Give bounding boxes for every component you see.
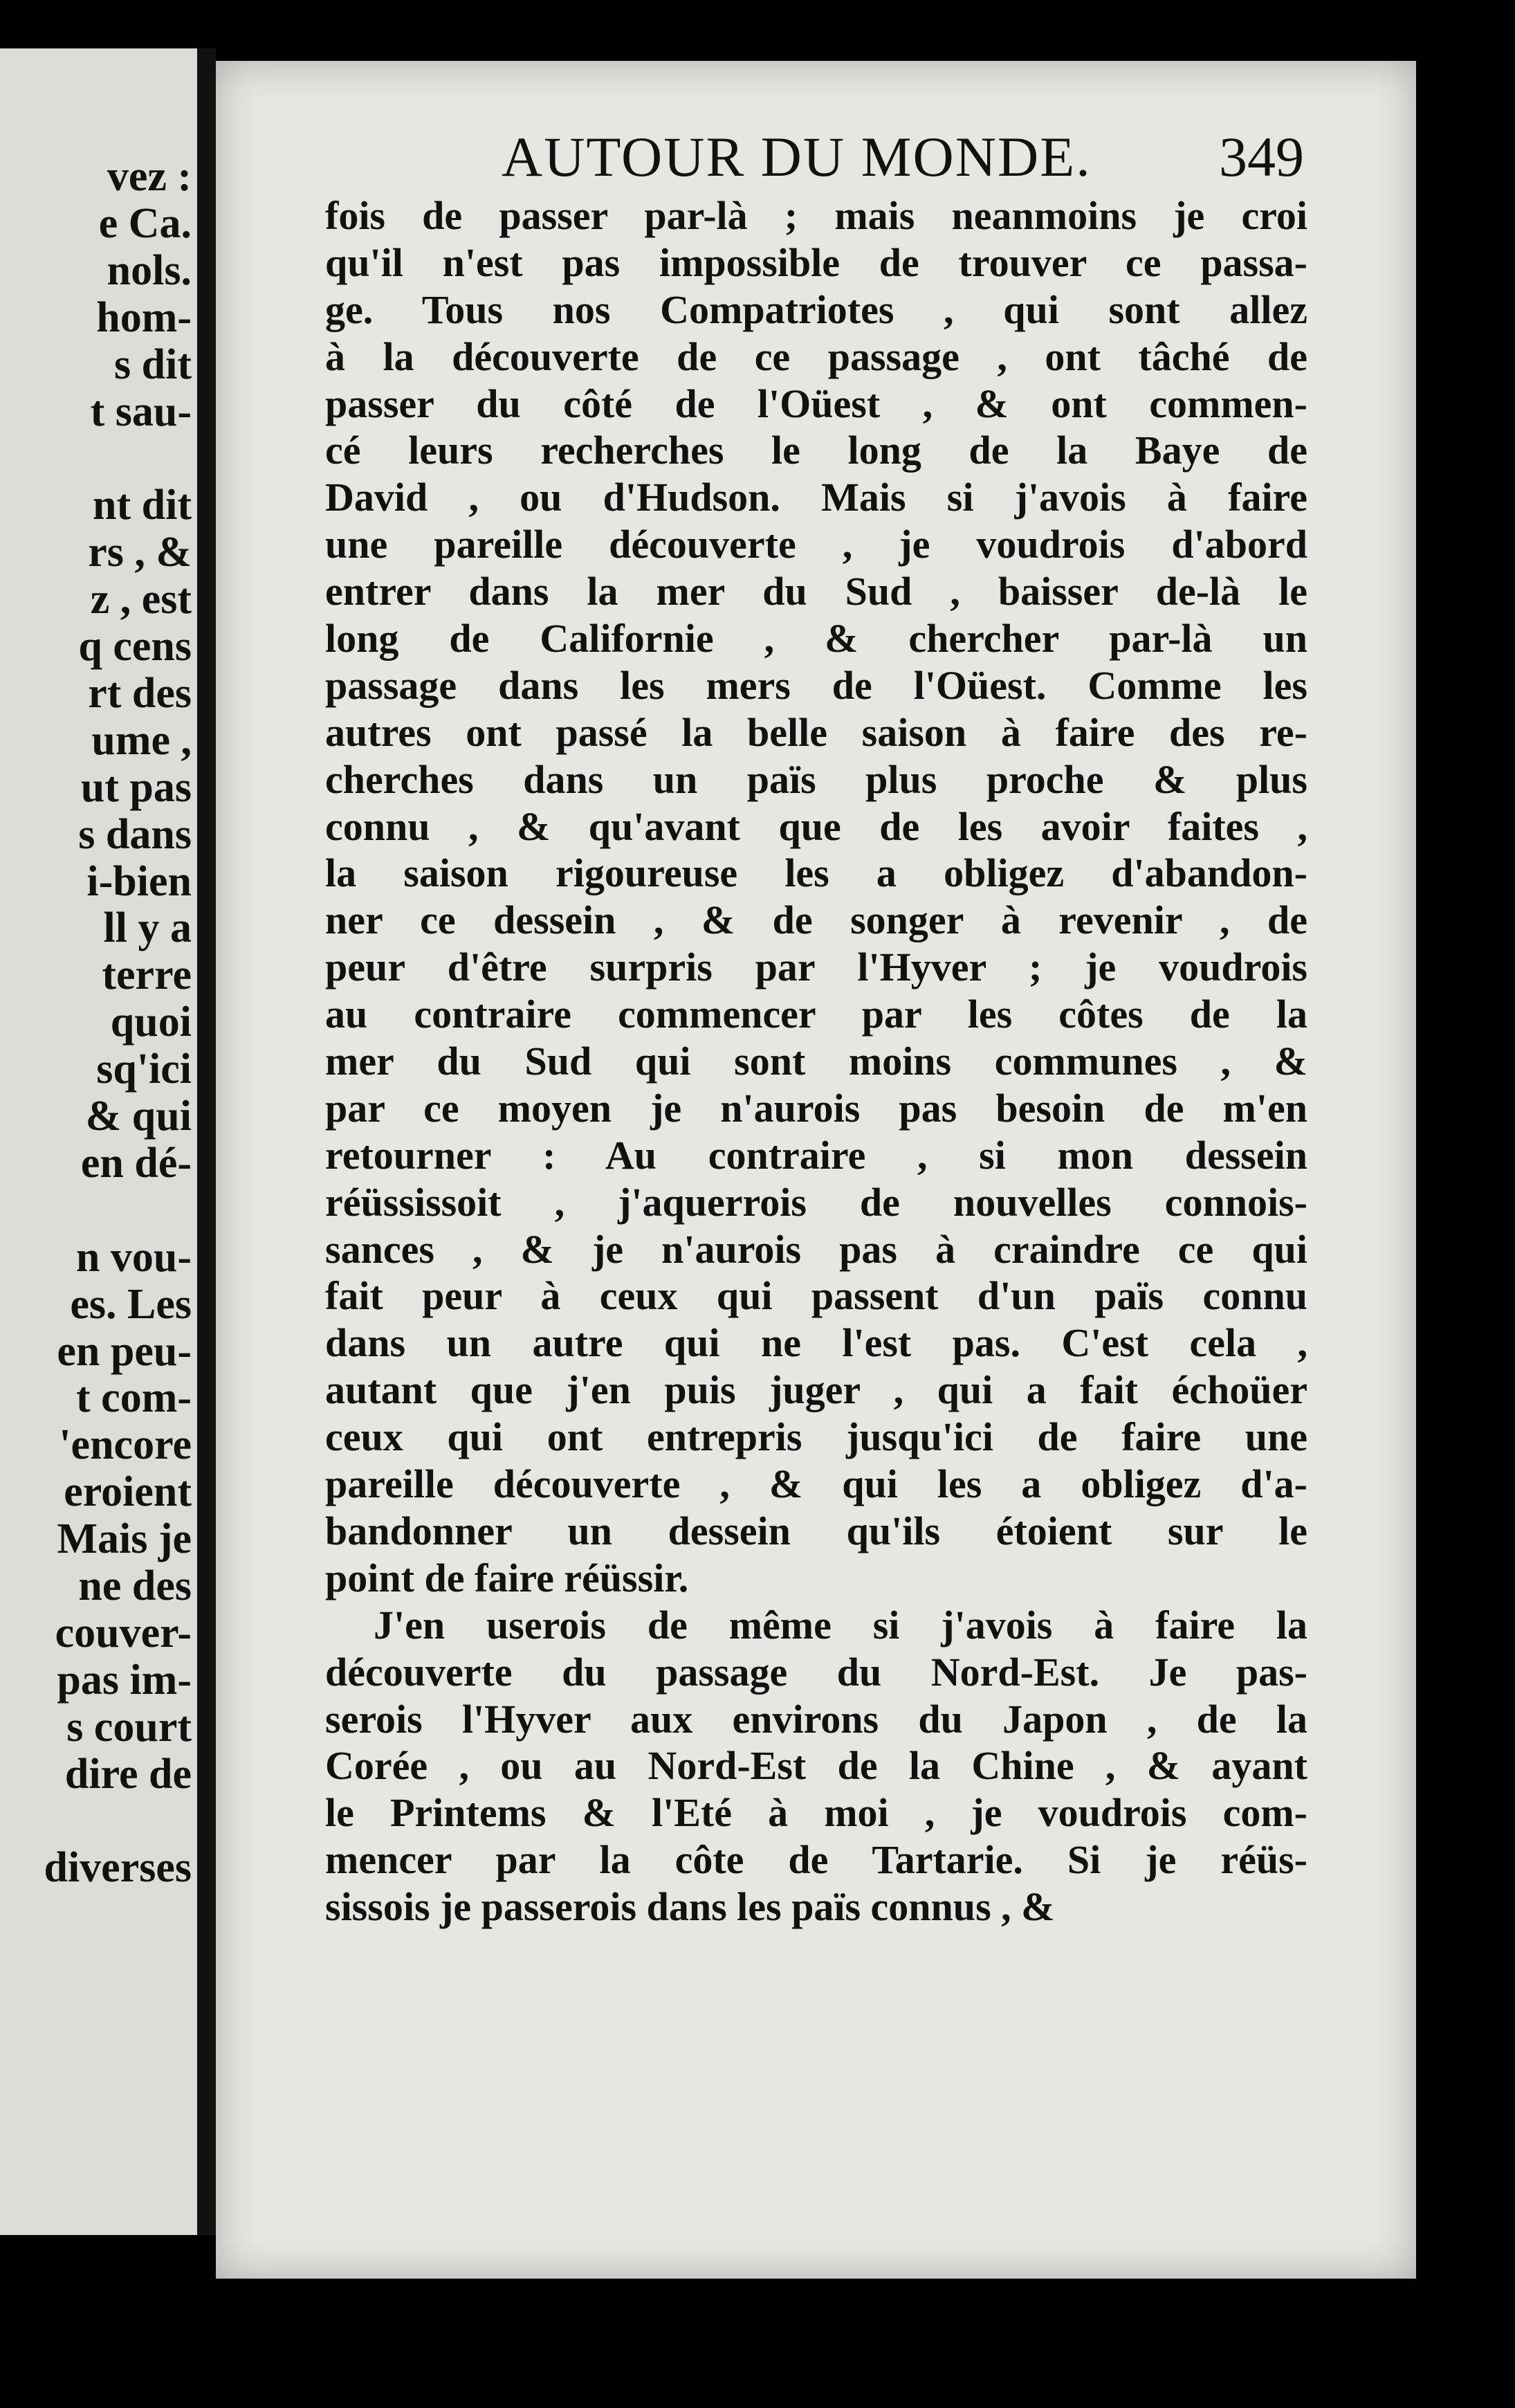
left-page-line: Mais je [57, 1515, 192, 1563]
text-line: réüssissoit , j'aquerrois de nouvelles connois- [325, 1179, 1307, 1225]
left-page-line: rs , & [88, 529, 192, 576]
left-page-line: 'encore [59, 1421, 192, 1469]
text-line: passer du côté de l'Oüest , & ont commen- [325, 381, 1307, 426]
left-page-line: pas im- [57, 1656, 192, 1704]
text-line: point de faire réüssir. [325, 1555, 689, 1600]
left-page-line: s dit [114, 340, 192, 388]
text-line: J'en userois de même si j'avois à faire la [374, 1602, 1307, 1648]
left-page-line: es. Les [70, 1280, 192, 1328]
left-page-line: & qui [85, 1093, 192, 1140]
page-number: 349 [1219, 125, 1304, 188]
left-page-line: quoi [110, 998, 192, 1046]
text-line: le Printems & l'Eté à moi , je voudrois com- [325, 1790, 1307, 1836]
text-line: peur d'être surpris par l'Hyver ; je voudrois [325, 945, 1307, 990]
text-line: David , ou d'Hudson. Mais si j'avois à faire [325, 475, 1307, 520]
left-page-line: n vou- [75, 1233, 192, 1281]
text-line: autres ont passé la belle saison à faire des re- [325, 709, 1307, 755]
left-page-line: i-bien [86, 857, 192, 905]
text-line: Corée , ou au Nord-Est de la Chine , & ayant [325, 1743, 1307, 1789]
left-page-line: hom- [96, 293, 192, 341]
left-page-line: en peu- [57, 1327, 192, 1375]
text-line: pareille découverte , & qui les a obligez d'a- [325, 1461, 1307, 1507]
text-line: une pareille découverte , je voudrois d'abord [325, 522, 1307, 567]
left-page-line: ume , [91, 716, 192, 764]
text-line: entrer dans la mer du Sud , baisser de-là le [325, 569, 1307, 614]
text-line: mer du Sud qui sont moins communes , & [325, 1039, 1307, 1084]
text-line: autant que j'en puis juger , qui a fait échoüer [325, 1367, 1307, 1413]
text-line: ceux qui ont entrepris jusqu'ici de faire une [325, 1414, 1307, 1460]
left-page-line: terre [102, 951, 192, 999]
left-page-line: t com- [76, 1374, 192, 1422]
text-line: à la découverte de ce passage , ont tâché de [325, 334, 1307, 379]
text-line: retourner : Au contraire , si mon dessein [325, 1132, 1307, 1178]
text-line: qu'il n'est pas impossible de trouver ce passa- [325, 239, 1307, 285]
text-line: long de Californie , & chercher par-là un [325, 616, 1307, 662]
body-text [325, 192, 1307, 1931]
text-line: passage dans les mers de l'Oüest. Comme les [325, 662, 1307, 708]
left-page-line: vez : [107, 153, 192, 200]
left-page-fragment [0, 48, 197, 2235]
left-page-line: ne des [78, 1562, 192, 1609]
text-line: dans un autre qui ne l'est pas. C'est cela , [325, 1320, 1307, 1366]
running-title: AUTOUR DU MONDE. [502, 125, 1092, 188]
left-page-line: rt des [88, 669, 192, 717]
text-line: ge. Tous nos Compatriotes , qui sont allez [325, 286, 1307, 332]
text-line: sissois je passerois dans les païs connus , & [325, 1884, 1055, 1930]
text-line: mencer par la côte de Tartarie. Si je réüs- [325, 1837, 1307, 1883]
text-line: fois de passer par-là ; mais neanmoins je croi [325, 193, 1307, 238]
left-page-line: ll y a [103, 904, 192, 952]
text-line: découverte du passage du Nord-Est. Je pas- [325, 1649, 1307, 1695]
left-page-line: couver- [55, 1609, 192, 1657]
left-page-line: t sau- [90, 387, 192, 435]
text-line: la saison rigoureuse les a obligez d'abandon- [325, 850, 1307, 896]
left-page-line: e Ca. [98, 199, 192, 247]
left-page-line: ut pas [80, 763, 192, 811]
left-page-line: nt dit [93, 482, 192, 529]
left-page-line: s court [66, 1703, 192, 1751]
text-line: ner ce dessein , & de songer à revenir , de [325, 897, 1307, 943]
left-page-line: sq'ici [96, 1046, 192, 1093]
text-line: fait peur à ceux qui passent d'un païs connu [325, 1273, 1307, 1319]
text-line: serois l'Hyver aux environs du Japon , de la [325, 1696, 1307, 1742]
text-line: au contraire commencer par les côtes de la [325, 992, 1307, 1037]
gutter-shadow [197, 48, 216, 2235]
page-header [287, 125, 1311, 194]
text-line: cé leurs recherches le long de la Baye de [325, 428, 1307, 473]
left-page-line: s dans [78, 810, 192, 858]
text-line: connu , & qu'avant que de les avoir faites , [325, 803, 1307, 849]
left-page-line: en dé- [80, 1139, 192, 1187]
left-page-line: eroient [64, 1468, 192, 1516]
text-line: par ce moyen je n'aurois pas besoin de m'en [325, 1085, 1307, 1131]
text-line: bandonner un dessein qu'ils étoient sur le [325, 1508, 1307, 1553]
left-page-line: diverses [44, 1844, 192, 1892]
text-line: cherches dans un païs plus proche & plus [325, 756, 1307, 802]
left-page-line: z , est [90, 576, 192, 623]
left-page-line: nols. [107, 246, 192, 294]
text-line: sances , & je n'aurois pas à craindre ce qui [325, 1226, 1307, 1272]
left-page-line: dire de [64, 1750, 192, 1798]
left-page-line: q cens [78, 623, 192, 670]
